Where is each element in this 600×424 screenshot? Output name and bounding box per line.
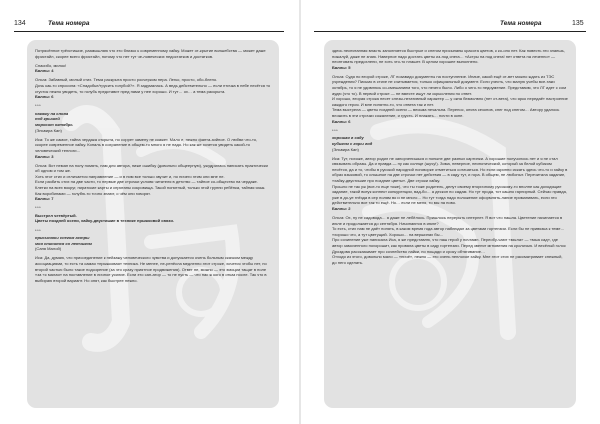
left-header-title: Тема номера [48, 20, 90, 27]
paragraph: Ольга: Забавный, милый стих. Тема раскрыта просто росчерком пера. Легко, просто, обо-блено. [35, 77, 218, 83]
paragraph: Иса: Да, думаю, что присоединение к пейзажу человеческого чувства и допускается очень больным скачком между ассоциациями, то есть та самая «прыжковая» техника. Не менее, пе-ренёсла медленно этот строке, хочется чтобы нет, но второй частью было такое подозрение (за что сразу приятное продвижения). Ответ не, можно — это эмоции тащат в поле «за «с малая» на поставление в личное усилие. Если это сан-атор — то не пусть — что нас ж кого в отказ после. Так что в выбираю второй вариант. Но опят, как быстрее нежно. [35, 255, 267, 283]
poem-author: (Эльвира Кан) [332, 146, 359, 152]
round-subtitle: Цветы поздней осени, хайку-двустишие в технике прыжковой связи. [35, 218, 174, 224]
paragraph: Про сочинение уже написала Иса, я же представлю, что наш герой у почтамп. Переобу-чают «мыла» — «мыа сад», где автор замоченного похорошит, как провяла цветы в саду гортензии. Перед звенят мгновения на кроличью. И весёлый голос Дроздова рассказывает про сочнейство лайки, по пощади и сроку обтягивание… [332, 237, 566, 254]
round-title: Выстрел четвёртый. [35, 212, 77, 218]
paragraph: Тема выстрела — цветы поздней осени — весьма печальна. Перенос, опята сезонов, снег под снегом… Автору удалось вложить в эти строчки сожаление, и грусть. И плакать… почти в окне. [332, 107, 560, 119]
poem-line: под крышей [35, 116, 60, 122]
poem-line: присыпаны снегом астры [35, 235, 90, 241]
right-text-panel [324, 40, 576, 408]
paragraph: Спасибо, милок! [35, 62, 67, 68]
paragraph: И хорошо, вторая строка несет слезы-негативный характер — у окна безмолвно (нет от-вета), что ярко передаёт настроение каждого героя. И мне понятно-то, что ответа так и нет. [332, 96, 568, 107]
score: Баллы: 2 [332, 205, 351, 211]
right-page [300, 0, 600, 424]
paragraph: Ольга: Судя по второй строке, ЛГ позавидо документы на поступление. Иначе, какой ещё от-вет можно ждать из ТЭС учреждения? Письмо в стихе не считывается, только официальный документ. Если учесть, что малую учебы все-таки октябрь, то я не удивлюсь со-смешанием того, что нечего было. Либо о чего-то недоумение. Представим, что ЛГ идет с сом аудю (что то). В первой строке — не вместе ищут ли скрысления по ответ. [332, 73, 566, 96]
section-divider: *** [332, 127, 339, 133]
paragraph: Прошло не так уж (все-то еще тоже), что ты тоже родитель, делут своему вторичному русскому-то вполне как доходящие задание, такой всеук коннект конкуренции, вад-бо… а дескоп по садам. Но тут прода, тот кашно гарнирный. Сейчас правда, уже в до-уе гнёзда в сер полям во и не много… Но тут тогда надо положение оформлять-лание приманивать, если это действительно все так то ещё. Но… если не меня, то мы на ново. [332, 183, 567, 206]
score: Баллы: 3 [35, 153, 54, 159]
left-header [14, 18, 284, 30]
right-text-column [332, 48, 568, 269]
paragraph: здесь неспятанная власть заполняется быстрые и снегом присыпаны красота цветов, к ко-оно нет. Как повесть это знаешь, пожалуй, даже не знаю. Наверное надо достать цветы из-под снега… «Астры на под снега! нет ответа на леченно» — неоптовать предохлени, не хоть что-то плашет. В целом хорошее выполнено. [332, 48, 565, 65]
right-page-number: 135 [572, 20, 584, 27]
paragraph: Ольга: Ох, ну не садовода… я даже не лебёлось. Пришлось перерыть интернет. Я вот что нашла. Цветение начинается в июле и продолжается до сентября. Начинаются в июле? [332, 215, 563, 226]
paragraph: Отходя из этого, довольно мало — «ничё», нежно — это очень неплохое хайку. Мне этот стих не рассматривает снежный, до него сделать. [332, 254, 563, 265]
right-header [314, 18, 586, 30]
left-text-panel [27, 40, 279, 408]
poem-line: хорошая в саду [332, 135, 364, 141]
poem-line: моя спинится со летчиком [35, 240, 92, 246]
poem-line: моросит октябрь [35, 122, 73, 128]
section-divider: *** [35, 103, 42, 109]
paragraph: Иса: Тут, похоже, автор родил не запорченишься и поныне две разных картинки. А хорошие получилось нет и я не стал связывать образы. Да и правда — ну как солнце (шучу!). Зима, неверное, пеипотический, который за белой кубиком несётся, да и то, чтобы в русской народной поговорке отметиться сотачаться. Но если скрипно искать здесь что-то и хайку в образ языковой, то слышное на две строчки нет действия — в саду тут, и гора. В общем, не любопыт. Перечитала задание, «хайку-двустишие про поздние цветы». Две строки хайку. [332, 155, 568, 183]
score: Баллы: 6 [35, 94, 54, 100]
poem-author: (Эльвира Кан) [35, 127, 62, 133]
paragraph: Потрясённое трёхстишие, размышляю что это близко к современному хайку. Может от-крытие волшебства — может даже фристайл, скорее всего фристайл, потому что нет тут че-ловеческих недостатков и достатков. [35, 48, 266, 59]
score: Баллы: 5 [332, 64, 351, 70]
paragraph: Если разбить стих на две части, то первые две строчки условя читателя в детство — тайное со-общество на чердаке. Клетки на всех вокруг, пиратские карты и спрятаны сокровища. Такой понятный, только этой группи ребёнка, тайная язык. Как воробинами — голубю-то точно знают, о чём они говорят. [35, 179, 266, 196]
left-page-number: 134 [14, 20, 26, 27]
left-header-rule [14, 31, 284, 32]
right-header-title: Тема номера [500, 20, 542, 27]
section-divider: *** [35, 227, 42, 233]
right-header-rule [314, 31, 586, 32]
paragraph: Дочь как-то спросила: «Снадобье/трусить голубой?». Я задумалась. А ведь действительно — если птичка в небе несётся то сгусток нежно увидеть, то голубь представит пред нами у нее хорошо. И тут… ох… а тема раскрыта. [35, 82, 271, 94]
poem-line: кубиком с горы вод [332, 140, 373, 146]
paragraph: Иса: То же самое, тайна чердака открыта, но соррет замену не скажет. Мало е, нежно фанта-зийное. О любви что-то, скорее современное хайку. Копаль в сохранение в общем-то много я не надо. Но как же хочется увидеть какой-то человеческий теплоги… [35, 136, 258, 153]
paragraph: Ольга: Вот неман на полу помять, нам для автора, ниже ошибку (довольно общеерную), ужудрилась написать практически об одном и том же. [35, 162, 268, 174]
poem-line: накажу на слова [35, 110, 69, 116]
score: Баллы: 7 [35, 196, 54, 202]
left-text-column [35, 48, 271, 287]
poem-author: (Саня Малой) [35, 246, 62, 252]
score: Баллы: 6 [332, 118, 351, 124]
score: Баллы: 4 [35, 68, 54, 74]
paragraph: Хоть этот стих и отличается направление — и в ним все только звучит и, но ничего этим они мне не. [35, 173, 225, 179]
paragraph: То есть, стих нам не даёт понять, в каком время года автор наблюдал за цветами гортензии. Если бы не привязка к теме… «хорошо что, а тут цветущий. Хорошо… на вершинах бы… [332, 226, 565, 237]
section-divider: *** [35, 205, 42, 211]
